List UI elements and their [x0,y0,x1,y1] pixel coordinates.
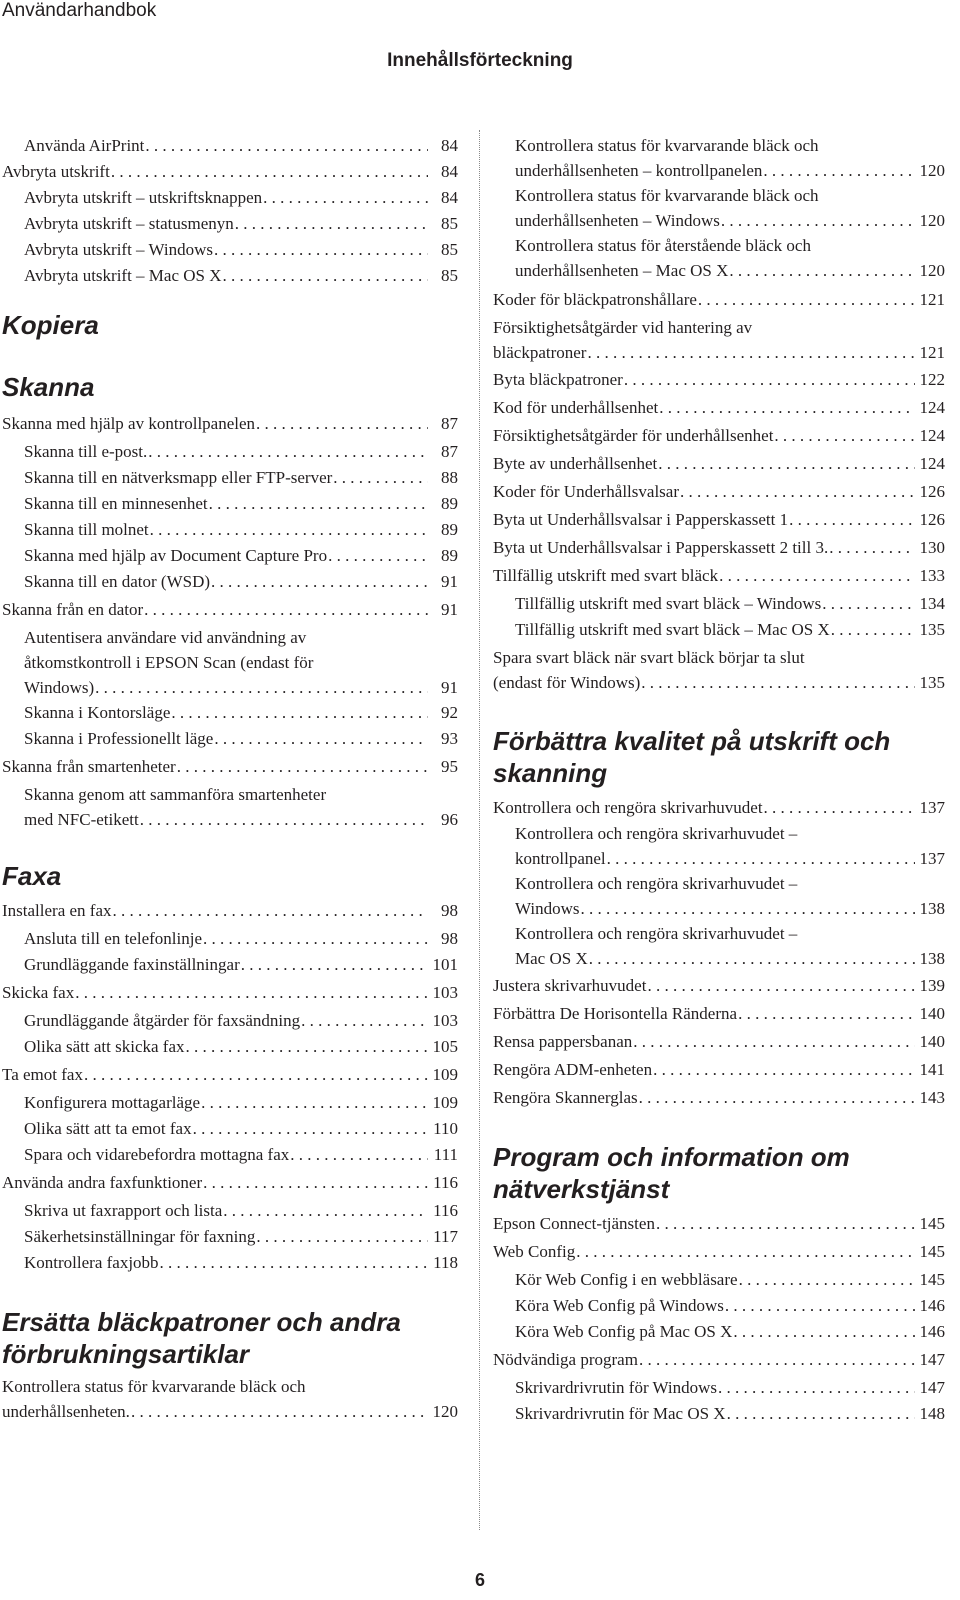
page-ref: 135 [919,673,945,692]
page-ref: 98 [441,929,458,948]
section-heading-ersatta[interactable]: Ersätta bläckpatroner och andra förbrukningsartiklar [2,1307,401,1369]
toc-entry[interactable]: Kontrollera status för kvarvarande bläck och underhållsenheten – Windows . . . 120 [501,183,945,233]
page-ref: 109 [432,1093,458,1112]
toc-entry[interactable]: Skanna till en dator (WSD) . . . 91 [2,569,458,595]
page-ref: 91 [441,678,458,697]
page-ref: 121 [919,290,945,309]
toc-entry[interactable]: Skanna genom att sammanföra smartenheter med NFC-etikett . . . 96 [2,782,458,832]
toc-entry[interactable]: Kontrollera och rengöra skrivarhuvudet . . . 137 [493,795,945,821]
page-ref: 126 [919,510,945,529]
toc-entry[interactable]: Skrivardrivrutin för Mac OS X . . . 148 [501,1401,945,1427]
toc-entry[interactable]: Rengöra ADM-enheten . . . 141 [493,1057,945,1083]
toc-entry[interactable]: Försiktighetsåtgärder för underhållsenhet . . . 124 [493,423,945,449]
toc-entry[interactable]: Grundläggande åtgärder för faxsändning . . . 103 [2,1008,458,1034]
page-ref: 121 [919,343,945,362]
page-ref: 137 [919,798,945,817]
toc-entry[interactable]: Använda andra faxfunktioner . . . 116 [2,1170,458,1196]
page-ref: 133 [919,566,945,585]
toc-entry[interactable]: Ta emot fax . . . 109 [2,1062,458,1088]
page-ref: 135 [919,620,945,639]
page-ref: 146 [919,1296,945,1315]
page-ref: 130 [919,538,945,557]
page-ref: 105 [432,1037,458,1056]
toc-entry[interactable]: Skanna till en nätverksmapp eller FTP-server . . . 88 [2,465,458,491]
page-ref: 96 [441,810,458,829]
toc-entry[interactable]: Justera skrivarhuvudet . . . 139 [493,973,945,999]
toc-entry[interactable]: Tillfällig utskrift med svart bläck – Mac OS X . . . 135 [501,617,945,643]
page-ref: 101 [432,955,458,974]
toc-entry[interactable]: Köra Web Config på Mac OS X . . . 146 [501,1319,945,1345]
toc-entry[interactable]: Koder för Underhållsvalsar . . . 126 [493,479,945,505]
toc-entry[interactable]: Kontrollera och rengöra skrivarhuvudet – kontrollpanel . . . 137 [501,821,945,871]
page-ref: 95 [441,757,458,776]
page-ref: 103 [432,983,458,1002]
toc-entry[interactable]: Tillfällig utskrift med svart bläck – Windows . . . 134 [501,591,945,617]
page-ref: 124 [919,426,945,445]
section-heading-kopiera[interactable]: Kopiera [2,310,99,340]
page-ref: 110 [433,1119,458,1138]
toc-entry[interactable]: Konfigurera mottagarläge . . . 109 [2,1090,458,1116]
column-divider [479,130,480,1530]
page-ref: 148 [919,1404,945,1423]
toc-entry[interactable]: Kontrollera status för kvarvarande bläck och underhållsenheten – kontrollpanelen . . . 120 [501,133,945,183]
toc-entry[interactable]: Skanna till en minnesenhet . . . 89 [2,491,458,517]
page-ref: 138 [919,949,945,968]
toc-entry[interactable]: Skanna från en dator . . . 91 [2,597,458,623]
toc-entry[interactable]: Byte av underhållsenhet . . . 124 [493,451,945,477]
toc-left-column [2,133,458,1424]
page-ref: 88 [441,468,458,487]
page-ref: 116 [433,1173,458,1192]
page-ref: 85 [441,240,458,259]
toc-entry[interactable]: Kontrollera status för återstående bläck och underhållsenheten – Mac OS X . . . 120 [501,233,945,283]
toc-entry[interactable]: Skanna med hjälp av kontrollpanelen . . . 87 [2,411,458,437]
toc-entry[interactable]: Säkerhetsinställningar för faxning . . . 117 [2,1224,458,1250]
page-ref: 85 [441,266,458,285]
page-ref: 137 [919,849,945,868]
toc-entry[interactable]: Kontrollera faxjobb . . . 118 [2,1250,458,1276]
page-ref: 124 [919,454,945,473]
page-ref: 93 [441,729,458,748]
page-ref: 120 [919,161,945,180]
toc-entry[interactable]: Byta ut Underhållsvalsar i Papperskassett 1 . . . 126 [493,507,945,533]
page-ref: 89 [441,546,458,565]
toc-entry[interactable]: Avbryta utskrift . . . 84 [2,159,458,185]
page-ref: 87 [441,442,458,461]
toc-entry[interactable]: Kontrollera och rengöra skrivarhuvudet – Mac OS X . . . 138 [501,921,945,971]
page-ref: 124 [919,398,945,417]
page-ref: 118 [433,1253,458,1272]
page-ref: 109 [432,1065,458,1084]
toc-entry[interactable]: Kontrollera status för kvarvarande bläck och underhållsenheten. . . . 120 [2,1374,458,1424]
page-ref: 122 [919,370,945,389]
page-ref: 145 [919,1242,945,1261]
page-ref: 91 [441,600,458,619]
toc-entry[interactable]: Använda AirPrint . . . 84 [2,133,458,159]
toc-entry[interactable]: Skrivardrivrutin för Windows . . . 147 [501,1375,945,1401]
toc-entry[interactable]: Kontrollera och rengöra skrivarhuvudet – Windows . . . 138 [501,871,945,921]
toc-entry[interactable]: Köra Web Config på Windows . . . 146 [501,1293,945,1319]
toc-entry[interactable]: Skanna med hjälp av Document Capture Pro . . . 89 [2,543,458,569]
toc-entry[interactable]: Kör Web Config i en webbläsare . . . 145 [501,1267,945,1293]
toc-entry[interactable]: Förbättra De Horisontella Ränderna . . . 140 [493,1001,945,1027]
toc-entry[interactable]: Web Config . . . 145 [493,1239,945,1265]
page-ref: 85 [441,214,458,233]
toc-entry[interactable]: Nödvändiga program . . . 147 [493,1347,945,1373]
toc-right-column [493,133,945,1427]
page-ref: 120 [432,1402,458,1421]
page-ref: 84 [441,136,458,155]
section-heading-program[interactable]: Program och information om nätverkstjänst [493,1142,850,1204]
page-ref: 103 [432,1011,458,1030]
running-head: Användarhandbok [2,0,157,21]
toc-entry[interactable]: Rengöra Skannerglas . . . 143 [493,1085,945,1111]
toc-entry[interactable]: Olika sätt att ta emot fax . . . 110 [2,1116,458,1142]
toc-entry[interactable]: Spara och vidarebefordra mottagna fax . . . 111 [2,1142,458,1168]
toc-entry[interactable]: Byta ut Underhållsvalsar i Papperskassett 2 till 3. . . . 130 [493,535,945,561]
page-ref: 139 [919,976,945,995]
page-ref: 147 [919,1350,945,1369]
toc-entry[interactable]: Skanna till e-post. . . . 87 [2,439,458,465]
page-ref: 143 [919,1088,945,1107]
toc-entry[interactable]: Grundläggande faxinställningar . . . 101 [2,952,458,978]
page-ref: 98 [441,901,458,920]
page-ref: 89 [441,520,458,539]
toc-entry[interactable]: Skicka fax . . . 103 [2,980,458,1006]
toc-entry[interactable]: Avbryta utskrift – Mac OS X . . . 85 [2,263,458,289]
page-ref: 147 [919,1378,945,1397]
page-ref: 89 [441,494,458,513]
toc-entry[interactable]: Olika sätt att skicka fax . . . 105 [2,1034,458,1060]
toc-entry[interactable]: Skanna i Professionellt läge . . . 93 [2,726,458,752]
page-ref: 84 [441,162,458,181]
toc-entry[interactable]: Försiktighetsåtgärder vid hantering av bläckpatroner . . . 121 [493,315,945,365]
toc-entry[interactable]: Skriva ut faxrapport och lista . . . 116 [2,1198,458,1224]
toc-entry[interactable]: Skanna från smartenheter . . . 95 [2,754,458,780]
page-ref: 146 [919,1322,945,1341]
page-number: 6 [474,1570,485,1590]
page-ref: 140 [919,1004,945,1023]
page-ref: 141 [919,1060,945,1079]
toc-entry[interactable]: Tillfällig utskrift med svart bläck . . . 133 [493,563,945,589]
page-ref: 116 [433,1201,458,1220]
page-title: Innehållsförteckning [387,50,573,71]
toc-entry[interactable]: Skanna till molnet . . . 89 [2,517,458,543]
toc-entry[interactable]: Installera en fax . . . 98 [2,898,458,924]
page-ref: 91 [441,572,458,591]
page-ref: 145 [919,1214,945,1233]
toc-entry[interactable]: Avbryta utskrift – Windows . . . 85 [2,237,458,263]
page-ref: 120 [919,261,945,280]
page-ref: 120 [919,211,945,230]
page-ref: 117 [433,1227,458,1246]
page-ref: 134 [919,594,945,613]
section-heading-skanna[interactable]: Skanna [2,372,95,402]
page-ref: 126 [919,482,945,501]
page-ref: 138 [919,899,945,918]
toc-entry[interactable]: Kod för underhållsenhet . . . 124 [493,395,945,421]
toc-entry[interactable]: Autentisera användare vid användning av åtkomstkontroll i EPSON Scan (endast för Windows) . . . 91 [2,625,458,700]
page-ref: 111 [433,1145,458,1164]
toc-entry[interactable]: Ansluta till en telefonlinje . . . 98 [2,926,458,952]
toc-entry[interactable]: Rensa pappersbanan . . . 140 [493,1029,945,1055]
toc-entry[interactable]: Epson Connect-tjänsten . . . 145 [493,1211,945,1237]
toc-entry[interactable]: Spara svart bläck när svart bläck börjar ta slut (endast för Windows) . . . 135 [493,645,945,695]
page-ref: 145 [919,1270,945,1289]
section-heading-forbattra[interactable]: Förbättra kvalitet på utskrift och skanning [493,726,891,788]
page-ref: 87 [441,414,458,433]
toc-entry[interactable]: Avbryta utskrift – utskriftsknappen . . . 84 [2,185,458,211]
toc-entry[interactable]: Skanna i Kontorsläge . . . 92 [2,700,458,726]
page-ref: 92 [441,703,458,722]
toc-entry[interactable]: Byta bläckpatroner . . . 122 [493,367,945,393]
page-ref: 140 [919,1032,945,1051]
page-ref: 84 [441,188,458,207]
section-heading-faxa[interactable]: Faxa [2,861,62,891]
toc-entry[interactable]: Koder för bläckpatronshållare . . . 121 [493,287,945,313]
toc-entry[interactable]: Avbryta utskrift – statusmenyn . . . 85 [2,211,458,237]
